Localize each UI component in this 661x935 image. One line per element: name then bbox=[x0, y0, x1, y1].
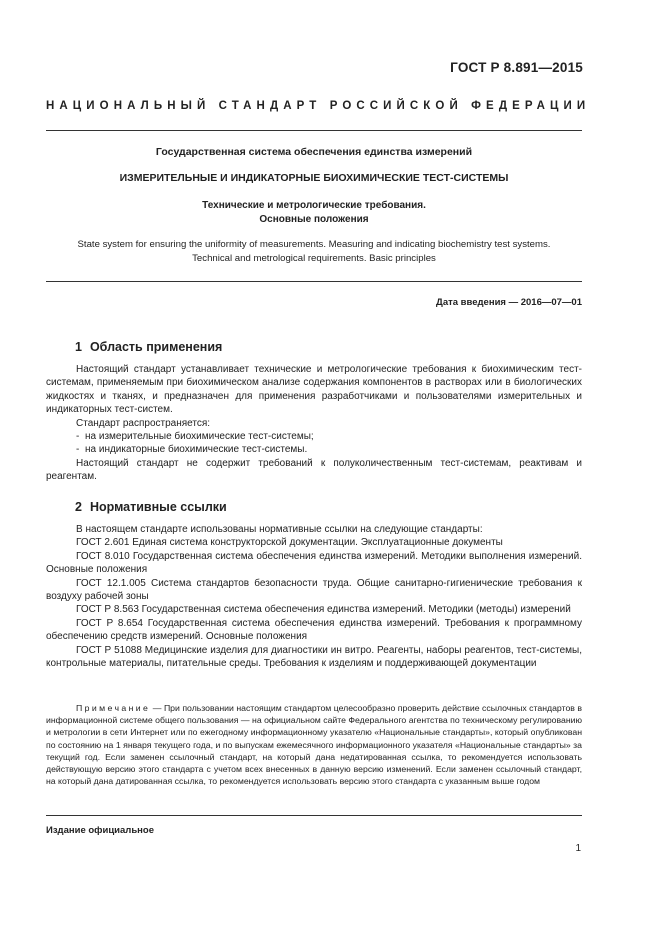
section-1-body bbox=[46, 363, 582, 484]
section-2-body bbox=[46, 523, 582, 670]
reference-gost-2-601: ГОСТ 2.601 Единая система конструкторской документации. Эксплуатационные документы bbox=[76, 537, 503, 549]
english-title-line-1: State system for ensuring the uniformity of measurements. Measuring and indicating biochemistry test systems. bbox=[77, 239, 551, 250]
section-1-list-item-2: - на индикаторные биохимические тест-системы. bbox=[76, 444, 308, 456]
english-title bbox=[46, 238, 582, 266]
standard-code: ГОСТ Р 8.891—2015 bbox=[450, 60, 583, 75]
subtitle-line-2: Основные положения bbox=[259, 214, 369, 225]
section-1-number: 1 bbox=[75, 340, 82, 354]
section-1-title: Область применения bbox=[89, 340, 223, 354]
reference-gost-r-8-654: ГОСТ Р 8.654 Государственная система обеспечения единства измерений. Требования к программному обеспечению средств измерений. Основные положения bbox=[46, 617, 582, 643]
document-main-title: ИЗМЕРИТЕЛЬНЫЕ И ИНДИКАТОРНЫЕ БИОХИМИЧЕСКИЕ ТЕСТ-СИСТЕМЫ bbox=[119, 172, 509, 184]
section-2-intro: В настоящем стандарте использованы нормативные ссылки на следующие стандарты: bbox=[76, 524, 483, 535]
section-2-note bbox=[46, 702, 582, 787]
section-2-number: 2 bbox=[75, 500, 82, 514]
note-text: — При пользовании настоящим стандартом целесообразно проверить действие ссылочных стандартов в информационной системе общего пользования — на официальном сайте Федерального агентства по техническому регулированию и метрологии в сети Интернет или по ежегодному информационному указателю «Национальные стандарты», который опубликован по состоянию на 1 января текущего года, и по выпускам ежемесячного информационного указателя «Национальные стандарты» за текущий год. Если заменен ссылочный стандарт, на который дана недатированная ссылка, то рекомендуется использовать действующую версию этого стандарта с учетом всех внесенных в данную версию изменений. Если заменен ссылочный стандарт, на который дана датированная ссылка, то рекомендуется использовать версию этого стандарта с указанным выше годом bbox=[46, 703, 582, 787]
note-label: Примечание bbox=[76, 703, 151, 713]
introduction-date: Дата введения — 2016—07—01 bbox=[436, 297, 582, 308]
page-number: 1 bbox=[575, 843, 581, 854]
list-item-text: на измерительные биохимические тест-системы; bbox=[85, 431, 314, 443]
section-1-list-item-1: - на измерительные биохимические тест-системы; bbox=[76, 431, 314, 443]
reference-gost-r-8-563: ГОСТ Р 8.563 Государственная система обеспечения единства измерений. Методики (методы) измерений bbox=[76, 604, 571, 616]
national-standard-heading: НАЦИОНАЛЬНЫЙ СТАНДАРТ РОССИЙСКОЙ ФЕДЕРАЦИИ bbox=[46, 100, 591, 112]
section-1-paragraph-3: Настоящий стандарт не содержит требований к полуколичественным тест-системам, реактивам и реагентам. bbox=[46, 457, 582, 483]
list-item-text: на индикаторные биохимические тест-системы. bbox=[85, 444, 308, 456]
system-title: Государственная система обеспечения единства измерений bbox=[155, 146, 473, 158]
edition-label: Издание официальное bbox=[46, 825, 154, 836]
reference-gost-8-010: ГОСТ 8.010 Государственная система обеспечения единства измерений. Методики выполнения измерений. Основные положения bbox=[46, 550, 582, 576]
section-1-paragraph-1: Настоящий стандарт устанавливает технические и метрологические требования к биохимическим тест-системам, применяемым при биохимическом анализе содержания компонентов в растворах или в биологических жидкостях и тканях, и предназначен для применения разработчиками и пользователями измерительных и индикаторных тест-систем. bbox=[46, 364, 582, 416]
header-rule bbox=[46, 130, 582, 131]
section-2-title: Нормативные ссылки bbox=[89, 500, 227, 514]
reference-gost-12-1-005: ГОСТ 12.1.005 Система стандартов безопасности труда. Общие санитарно-гигиенические требования к воздуху рабочей зоны bbox=[46, 577, 582, 603]
section-1-paragraph-2: Стандарт распространяется: bbox=[76, 417, 211, 429]
section-1-heading bbox=[75, 340, 222, 354]
subtitle-line-1: Технические и метрологические требования. bbox=[202, 200, 426, 211]
reference-gost-r-51088: ГОСТ Р 51088 Медицинские изделия для диагностики ин витро. Реагенты, наборы реагентов, тест-системы, контрольные материалы, питательные среды. Требования к изделиям и поддерживающей документации bbox=[46, 644, 582, 670]
footer-rule bbox=[46, 815, 582, 816]
english-title-line-2: Technical and metrological requirements. Basic principles bbox=[192, 253, 436, 264]
document-subtitle bbox=[46, 199, 582, 227]
title-rule bbox=[46, 281, 582, 282]
section-2-heading bbox=[75, 500, 227, 514]
